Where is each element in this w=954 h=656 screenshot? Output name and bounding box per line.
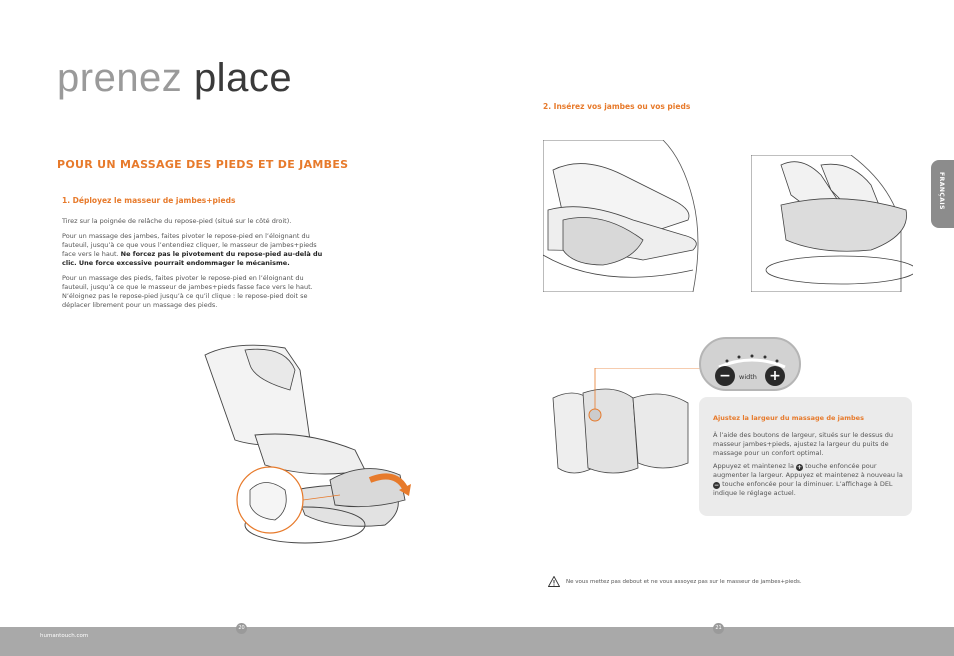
feet-massage-illustration <box>751 155 913 292</box>
minus-icon: − <box>713 482 720 489</box>
page-title-bold: place <box>193 56 293 100</box>
step1-paragraph-2 <box>62 232 332 268</box>
info-box-paragraph-1: À l’aide des boutons de largeur, situés sur le dessus du masseur jambes+pieds, ajustez la largeur du puits de massage pour un confort optimal. <box>713 431 893 457</box>
page-title <box>57 58 292 98</box>
page-number-right: 21 <box>713 623 724 634</box>
step1-paragraph-1: Tirez sur la poignée de relâche du repose-pied (situé sur le côté droit). <box>62 217 292 225</box>
info-box-text <box>713 431 905 502</box>
legs-massage-illustration <box>543 140 718 292</box>
warning-text: Ne vous mettez pas debout et ne vous assoyez pas sur le masseur de jambes+pieds. <box>566 579 802 585</box>
width-label: width <box>739 373 757 381</box>
page-number-left: 20 <box>236 623 247 634</box>
step2-heading: 2. Insérez vos jambes ou vos pieds <box>543 102 691 111</box>
info-box-text-c: touche enfoncée pour la diminuer. L’affichage à DEL indique le réglage actuel. <box>713 480 893 497</box>
info-box-text-a: Appuyez et maintenez la <box>713 462 796 470</box>
info-box-heading: Ajustez la largeur du massage de jambes <box>713 414 864 422</box>
warning-note <box>548 576 802 587</box>
warning-icon <box>548 576 560 587</box>
footer-website: humantouch.com <box>40 633 89 639</box>
width-adjust-illustration <box>543 368 703 488</box>
step1-heading: 1. Déployez le masseur de jambes+pieds <box>62 196 236 205</box>
language-tab-label: FRANÇAIS <box>938 172 945 210</box>
chair-illustration <box>195 340 420 552</box>
width-increase-button[interactable]: + <box>765 366 785 386</box>
step1-paragraph-3: Pour un massage des pieds, faites pivoter le repose-pied en l’éloignant du fauteuil, jusqu’à ce que le masseur de jambes+pieds fasse face vers le haut. N’éloignez pas le repose-pied jusqu’à ce qu’il clique : le repose-pied doit se déplacer librement pour un massage des pieds. <box>62 274 313 309</box>
width-decrease-button[interactable]: − <box>715 366 735 386</box>
page-title-light: prenez <box>57 56 183 100</box>
step1-paragraph-2-warning: Ne forcez pas le pivotement du repose-pied au-delà du clic. Une force excessive pourrait endommager le mécanisme. <box>62 250 323 267</box>
step1-body <box>62 217 332 316</box>
info-box-text-b: touche enfoncée pour augmenter la largeur. Appuyez et maintenez à nouveau la <box>713 462 903 479</box>
step1-paragraph-2-text: Pour un massage des jambes, faites pivoter le repose-pied en l’éloignant du fauteuil, jusqu’à ce que vous l’entendiez cliquer, le masseur de jambes+pieds face vers le haut. <box>62 232 317 258</box>
language-tab <box>931 160 954 228</box>
info-box-paragraph-2 <box>713 462 905 498</box>
width-control-panel <box>699 337 801 391</box>
footer <box>0 627 954 656</box>
section-heading: POUR UN MASSAGE DES PIEDS ET DE JAMBES <box>57 158 349 171</box>
plus-icon: + <box>796 464 803 471</box>
info-box <box>699 397 912 516</box>
